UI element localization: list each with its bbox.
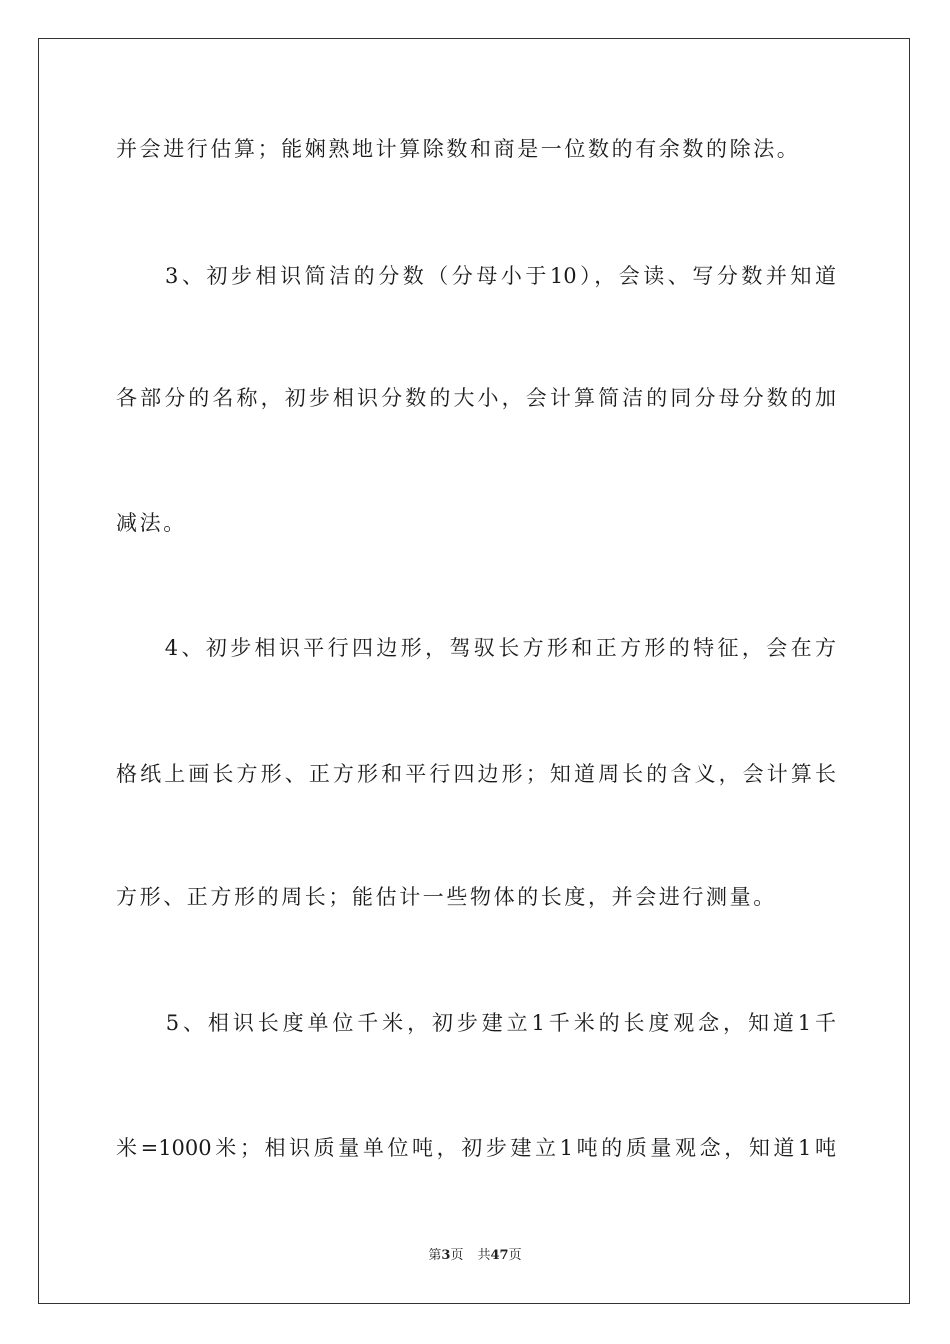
footer-total-suffix: 页 <box>508 1248 522 1263</box>
footer-page-suffix: 页 <box>450 1248 464 1263</box>
body-line-7: 方形、正方形的周长；能估计一些物体的长度，并会进行测量。 <box>116 885 777 909</box>
footer-page-prefix: 第 <box>428 1248 442 1263</box>
body-line-4: 减法。 <box>116 511 187 535</box>
body-line-1: 并会进行估算；能娴熟地计算除数和商是一位数的有余数的除法。 <box>116 137 801 161</box>
page-footer <box>0 1247 950 1265</box>
footer-page-number: 3 <box>441 1248 451 1263</box>
body-line-5: 4、初步相识平行四边形，驾驭长方形和正方形的特征，会在方 <box>116 636 836 660</box>
footer-total-pages: 47 <box>490 1248 509 1263</box>
body-line-3: 各部分的名称，初步相识分数的大小，会计算简洁的同分母分数的加 <box>116 386 836 410</box>
footer-total-prefix: 共 <box>477 1248 491 1263</box>
page-border <box>38 38 910 1304</box>
body-line-9: 米=1000米；相识质量单位吨，初步建立1吨的质量观念，知道1吨 <box>116 1136 836 1160</box>
body-line-8: 5、相识长度单位千米，初步建立1千米的长度观念，知道1千 <box>116 1011 836 1035</box>
body-line-6: 格纸上画长方形、正方形和平行四边形；知道周长的含义，会计算长 <box>116 762 836 786</box>
body-line-2: 3、初步相识简洁的分数（分母小于10），会读、写分数并知道 <box>116 264 836 288</box>
